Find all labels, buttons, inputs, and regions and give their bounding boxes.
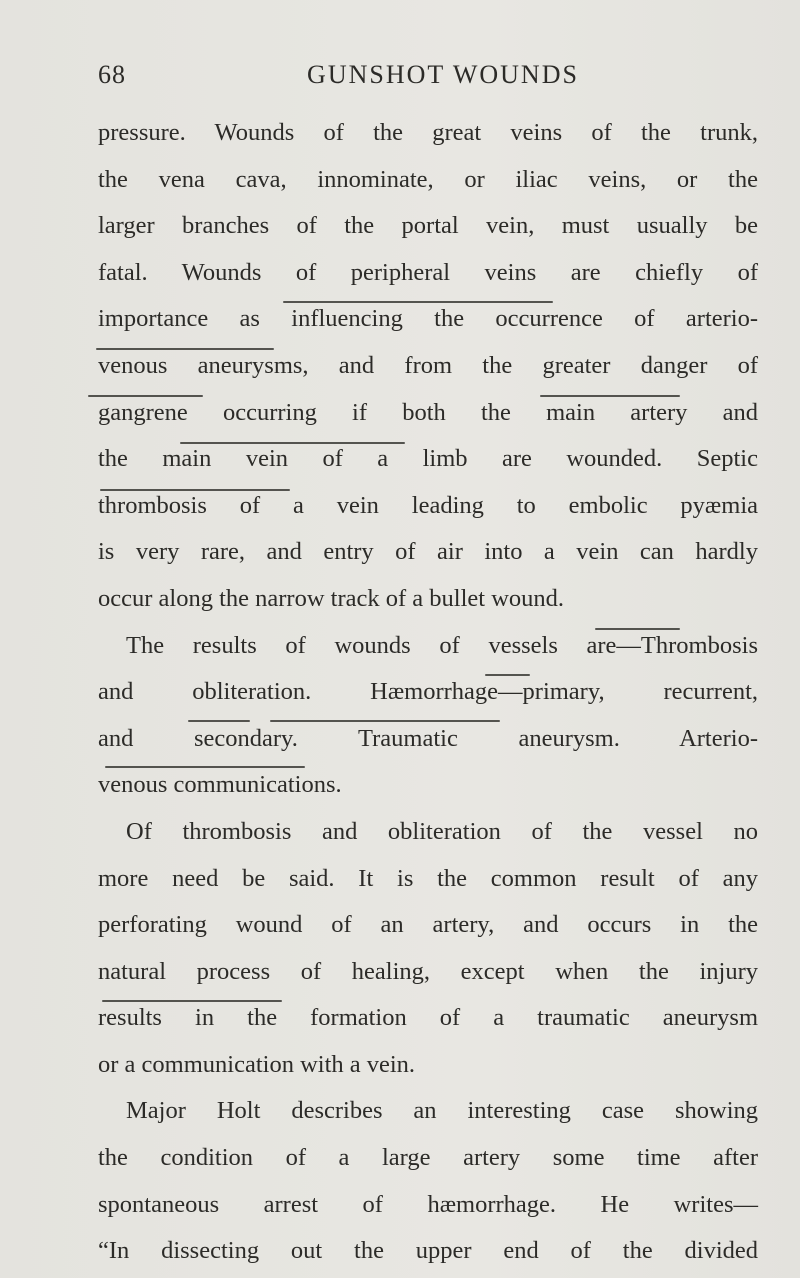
text-line: Of thrombosis and obliteration of the vessel no — [126, 817, 758, 845]
pencil-underline-mark — [595, 628, 680, 630]
text-line: occur along the narrow track of a bullet wound. — [98, 584, 565, 612]
pencil-underline-mark — [270, 720, 500, 722]
pencil-underline-mark — [180, 442, 405, 444]
pencil-underline-mark — [485, 674, 530, 676]
text-line: or a communication with a vein. — [98, 1050, 416, 1078]
text-line: the condition of a large artery some time after — [98, 1144, 758, 1172]
text-line: importance as influencing the occurrence of arterio- — [98, 305, 758, 333]
text-line: The results of wounds of vessels are—Thrombosis — [126, 631, 758, 659]
text-line: natural process of healing, except when the injury — [98, 957, 758, 985]
running-title: GUNSHOT WOUNDS — [307, 60, 579, 89]
text-line: and secondary. Traumatic aneurysm. Arterio- — [98, 724, 758, 752]
text-line: larger branches of the portal vein, must usually be — [98, 212, 758, 240]
pencil-underline-mark — [100, 489, 290, 491]
text-line: pressure. Wounds of the great veins of the trunk, — [98, 119, 758, 146]
pencil-underline-mark — [88, 395, 203, 397]
text-line: gangrene occurring if both the main artery and — [98, 398, 758, 426]
text-line: thrombosis of a vein leading to embolic pyæmia — [98, 491, 758, 519]
body-text — [98, 110, 758, 1275]
pencil-underline-mark — [283, 301, 553, 303]
text-line: Major Holt describes an interesting case showing — [126, 1097, 758, 1125]
text-line: spontaneous arrest of hæmorrhage. He writes— — [98, 1190, 758, 1218]
text-line: venous communications. — [98, 771, 342, 799]
text-line: “In dissecting out the upper end of the divided — [98, 1237, 758, 1265]
text-line: results in the formation of a traumatic aneurysm — [98, 1004, 758, 1032]
text-line: is very rare, and entry of air into a vein can hardly — [98, 538, 758, 566]
page-number: 68 — [98, 60, 126, 89]
text-line: the vena cava, innominate, or iliac veins, or the — [98, 165, 758, 193]
text-line: and obliteration. Hæmorrhage—primary, recurrent, — [98, 678, 758, 706]
pencil-underline-mark — [540, 395, 680, 397]
pencil-underline-mark — [188, 720, 250, 722]
text-line: the main vein of a limb are wounded. Septic — [98, 445, 758, 473]
pencil-underline-mark — [102, 1000, 282, 1002]
page-header — [98, 60, 758, 100]
pencil-underline-mark — [105, 766, 305, 768]
text-line: more need be said. It is the common result of any — [98, 864, 758, 892]
pencil-underline-mark — [96, 348, 274, 350]
text-line: venous aneurysms, and from the greater danger of — [98, 351, 758, 379]
text-line: perforating wound of an artery, and occurs in the — [98, 911, 758, 939]
text-line: fatal. Wounds of peripheral veins are chiefly of — [98, 258, 758, 286]
